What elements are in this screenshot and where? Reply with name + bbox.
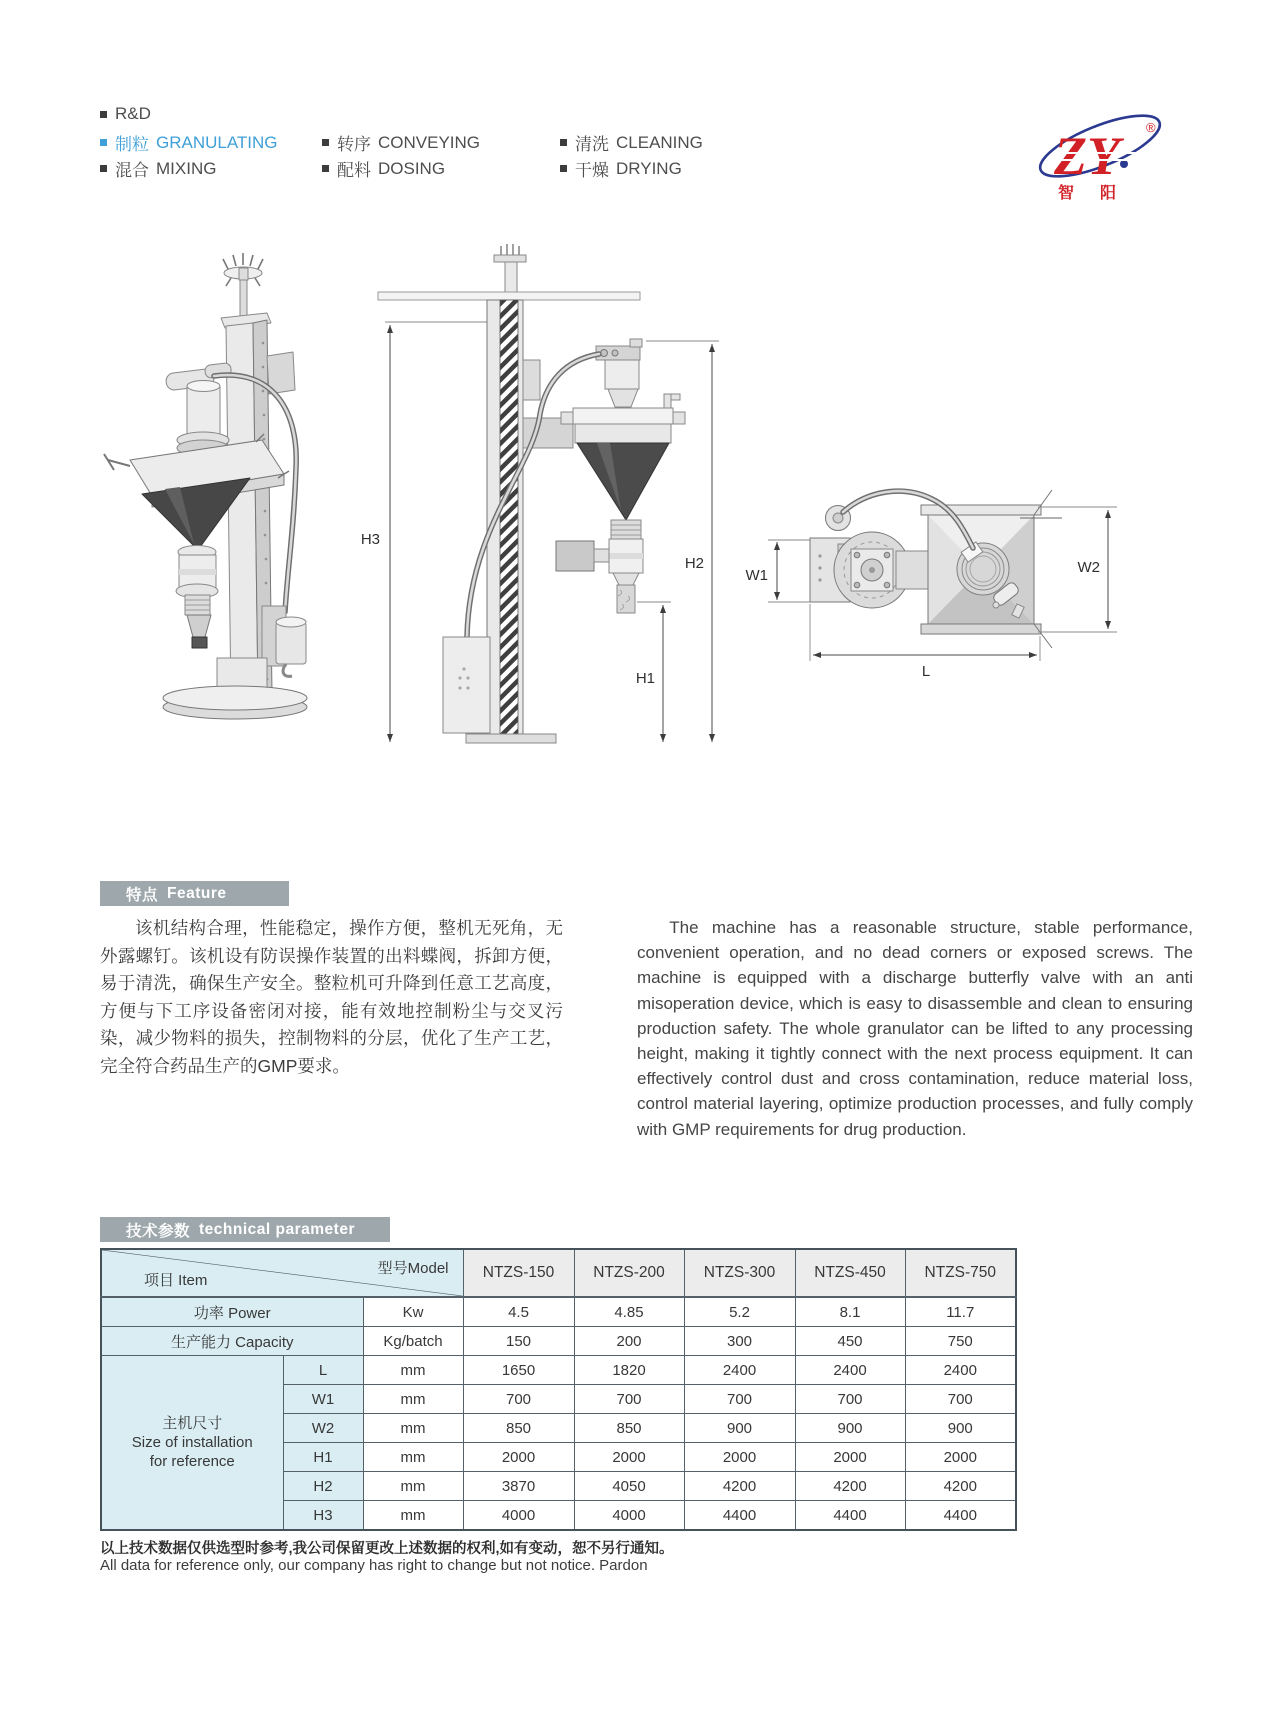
model-header: NTZS-450: [795, 1249, 905, 1297]
table-row-capacity: [101, 1327, 1016, 1356]
model-header: NTZS-750: [905, 1249, 1016, 1297]
corner-item-label: 项目 Item: [144, 1272, 208, 1289]
nav-label-cn: 干燥: [575, 161, 609, 180]
size-label: L: [283, 1356, 363, 1385]
value-cell: 700: [463, 1385, 574, 1414]
value-cell: 4000: [574, 1501, 684, 1531]
disclaimer-english: All data for reference only, our company has right to change but not notice. Pardon: [100, 1557, 648, 1574]
size-group-cn: 主机尺寸: [162, 1415, 223, 1432]
nav-item-conveying: [322, 130, 480, 155]
square-bullet-icon: [560, 165, 567, 172]
value-cell: 2000: [684, 1443, 795, 1472]
value-cell: 700: [574, 1385, 684, 1414]
value-cell: 200: [574, 1327, 684, 1356]
row-label: 生产能力 Capacity: [101, 1327, 363, 1356]
dim-label-h1: H1: [635, 670, 655, 687]
row-label: 功率 Power: [101, 1297, 363, 1327]
size-group-en2: for reference: [149, 1453, 235, 1470]
row-unit: Kw: [363, 1297, 463, 1327]
value-cell: 4400: [905, 1501, 1016, 1531]
value-cell: 4200: [795, 1472, 905, 1501]
value-cell: 700: [795, 1385, 905, 1414]
logo-text: ZY: [1054, 126, 1120, 186]
feature-section-header: [100, 881, 289, 906]
value-cell: 2000: [795, 1443, 905, 1472]
top-view-drawing: [746, 490, 1118, 680]
value-cell: 2400: [684, 1356, 795, 1385]
dim-label-h3: H3: [360, 531, 380, 548]
feature-text-chinese: 该机结构合理，性能稳定，操作方便，整机无死角，无外露螺钉。该机设有防误操作装置的出料蝶阀，拆卸方便，易于清洗，确保生产安全。整粒机可升降到任意工艺高度，方便与下工序设备密闭对接，能有效地控制粉尘与交叉污染，减少物料的损失，控制物料的分层，优化了生产工艺，完全符合药品生产的GMP要求。: [100, 918, 563, 1076]
tech-header-cn: 技术参数: [126, 1222, 191, 1240]
dim-label-w1: W1: [745, 567, 768, 584]
value-cell: 750: [905, 1327, 1016, 1356]
value-cell: 2400: [795, 1356, 905, 1385]
value-cell: 850: [463, 1414, 574, 1443]
nav-label-en: DOSING: [378, 158, 446, 178]
value-cell: 1820: [574, 1356, 684, 1385]
value-cell: 4000: [463, 1501, 574, 1531]
row-unit: mm: [363, 1414, 463, 1443]
size-label: H1: [283, 1443, 363, 1472]
feature-header-en: Feature: [167, 884, 227, 902]
square-bullet-icon: [322, 139, 329, 146]
technical-drawings: [0, 228, 1273, 758]
nav-label-en: GRANULATING: [156, 132, 278, 152]
value-cell: 4200: [905, 1472, 1016, 1501]
disclaimer-chinese: 以上技术数据仅供选型时参考,我公司保留更改上述数据的权利,如有变动，恕不另行通知。: [100, 1541, 674, 1557]
row-unit: mm: [363, 1385, 463, 1414]
zy-logo-icon: [1020, 108, 1190, 204]
brand-logo: [1020, 108, 1190, 204]
row-unit: mm: [363, 1501, 463, 1531]
table-header-row: [101, 1249, 1016, 1297]
nav-label-en: DRYING: [616, 158, 682, 178]
model-header: NTZS-200: [574, 1249, 684, 1297]
value-cell: 700: [905, 1385, 1016, 1414]
value-cell: 4050: [574, 1472, 684, 1501]
value-cell: 11.7: [905, 1297, 1016, 1327]
square-bullet-icon: [100, 165, 107, 172]
value-cell: 850: [574, 1414, 684, 1443]
nav-item-dosing: [322, 156, 445, 181]
value-cell: 4.85: [574, 1297, 684, 1327]
square-bullet-icon: [322, 165, 329, 172]
table-row-size-l: [101, 1356, 1016, 1385]
row-unit: Kg/batch: [363, 1327, 463, 1356]
value-cell: 900: [795, 1414, 905, 1443]
value-cell: 4.5: [463, 1297, 574, 1327]
logo-subtext: 智阳: [1058, 185, 1143, 202]
feature-text-english: The machine has a reasonable structure, stable performance, convenient operation, and no dead corners or exposed screws. The machine is equipped with a discharge butterfly valve with an anti misoperation device, which is easy to disassemble and clean to ensuring production safety. The whole granulator can be lifted to any processing height, making it tightly connect with the next process equipment. It can effectively control dust and cross contamination, reduce material loss, control material layering, optimize production processes, and fully comply with GMP requirements for drug production.: [637, 918, 1193, 1139]
size-label: H2: [283, 1472, 363, 1501]
nav-label: R&D: [115, 104, 151, 123]
feature-header-cn: 特点: [126, 886, 159, 904]
nav-item-granulating: [100, 130, 278, 155]
row-unit: mm: [363, 1472, 463, 1501]
value-cell: 1650: [463, 1356, 574, 1385]
value-cell: 150: [463, 1327, 574, 1356]
table-row-power: [101, 1297, 1016, 1327]
nav-item-rd: [100, 104, 151, 124]
value-cell: 4200: [684, 1472, 795, 1501]
nav-label-cn: 清洗: [575, 135, 609, 154]
nav-label-en: CONVEYING: [378, 132, 481, 152]
technical-parameter-table: [100, 1248, 1017, 1531]
dim-label-w2: W2: [1077, 559, 1100, 576]
tech-section-header: [100, 1217, 390, 1242]
value-cell: 900: [684, 1414, 795, 1443]
value-cell: 3870: [463, 1472, 574, 1501]
nav-label-cn: 转序: [337, 135, 371, 154]
value-cell: 2000: [463, 1443, 574, 1472]
nav-label-cn: 配料: [337, 161, 371, 180]
table-corner-cell: [101, 1249, 463, 1297]
row-unit: mm: [363, 1356, 463, 1385]
value-cell: 5.2: [684, 1297, 795, 1327]
square-bullet-icon: [100, 139, 107, 146]
registered-mark: ®: [1146, 120, 1156, 135]
value-cell: 450: [795, 1327, 905, 1356]
nav-item-mixing: [100, 156, 216, 181]
square-bullet-icon: [560, 139, 567, 146]
model-header: NTZS-300: [684, 1249, 795, 1297]
size-group-en1: Size of installation: [131, 1434, 253, 1451]
square-bullet-icon: [100, 111, 107, 118]
value-cell: 4400: [684, 1501, 795, 1531]
value-cell: 2400: [905, 1356, 1016, 1385]
value-cell: 2000: [905, 1443, 1016, 1472]
size-label: W2: [283, 1414, 363, 1443]
value-cell: 8.1: [795, 1297, 905, 1327]
nav-label-cn: 混合: [115, 161, 149, 180]
model-header: NTZS-150: [463, 1249, 574, 1297]
isometric-view-drawing: [104, 253, 307, 719]
value-cell: 2000: [574, 1443, 684, 1472]
nav-label-cn: 制粒: [115, 135, 149, 154]
size-label: H3: [283, 1501, 363, 1531]
nav-item-cleaning: [560, 130, 703, 155]
front-view-drawing: [361, 244, 719, 743]
tech-header-en: technical parameter: [199, 1220, 355, 1238]
row-unit: mm: [363, 1443, 463, 1472]
nav-item-drying: [560, 156, 682, 181]
value-cell: 4400: [795, 1501, 905, 1531]
dim-label-h2: H2: [684, 555, 704, 572]
dim-label-l: L: [921, 663, 931, 680]
nav-label-en: CLEANING: [616, 132, 703, 152]
value-cell: 300: [684, 1327, 795, 1356]
value-cell: 900: [905, 1414, 1016, 1443]
value-cell: 700: [684, 1385, 795, 1414]
size-label: W1: [283, 1385, 363, 1414]
size-group-label: [101, 1356, 283, 1531]
nav-label-en: MIXING: [156, 158, 217, 178]
corner-model-label: 型号Model: [377, 1260, 449, 1277]
